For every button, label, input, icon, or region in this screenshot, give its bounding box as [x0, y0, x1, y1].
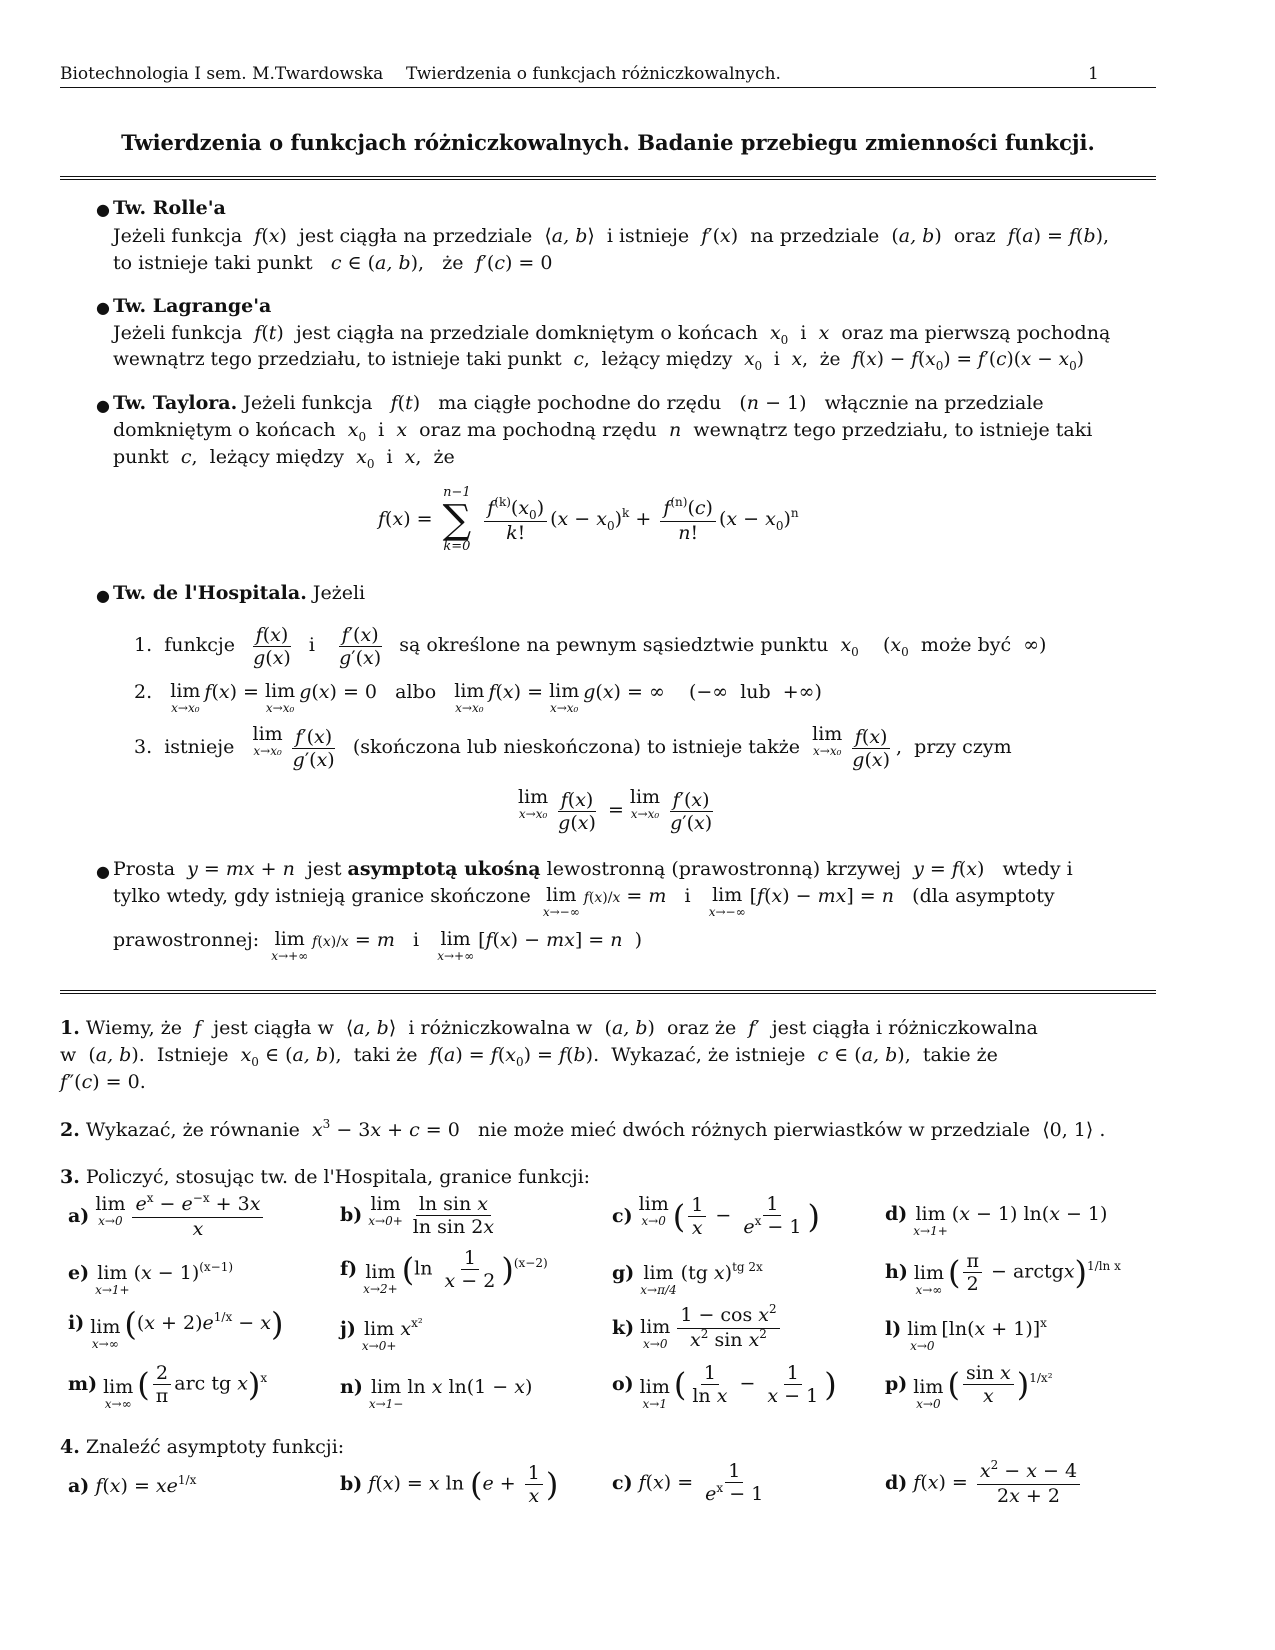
limit-d: d) lim x→1+ (x − 1) ln(x − 1): [885, 1203, 1108, 1238]
hospital-item-2: 2. lim x→x₀ f(x) = lim x→x₀ g(x) = 0 albo lim x→x₀ f(x) = lim x→x₀ g(x) = ∞ (−∞ lub +∞): [134, 680, 822, 715]
exercise-1-line-1: 1. Wiemy, że f jest ciągła w ⟨a, b⟩ i różniczkowalna w (a, b) oraz że f′ jest ciągła i różniczkowalna: [60, 1017, 1038, 1039]
hospital-formula: lim x→x₀ $\frac{f(x)}{g(x)}$ = lim x→x₀ $\frac{f'(x)}{g'(x)}$: [518, 786, 713, 834]
hospital-item-3: 3. istnieje lim x→x₀ $\frac{f'(x)}{g'(x)}$ (skończona lub nieskończona) to istnieje także lim x→x₀ $\frac{f(x)}{g(x)}$ , przy czym: [134, 723, 1012, 771]
taylor-line-3: punkt c, leżący między $x_0$ i x, że: [113, 446, 455, 471]
rolle-line-2: to istnieje taki punkt c ∈ (a, b), że f′(c) = 0: [113, 252, 553, 274]
taylor-formula: f(x) = n−1 ∑ k=0 $\frac{f^{(k)}(x_0)}{k!}$ $(x - x_0)^k$ + $\frac{f^{(n)}(c)}{n!}$ $(x - x_0)^n$: [378, 485, 799, 554]
exercise-2: 2. Wykazać, że równanie $x^3 - 3x + c = 0$ nie może mieć dwóch różnych pierwiastków w przedziale ⟨0, 1⟩ .: [60, 1117, 1106, 1141]
limit-o: o) lim x→1 ( $\frac{1}{\text{ln x}}$ − $\frac{1}{x - 1}$ ): [612, 1362, 837, 1411]
limit-f: f) lim x→2+ (ln $\frac{1}{x - 2}$ )$^{(x-2)}$: [340, 1247, 548, 1296]
exercise-4-heading: 4. Znaleźć asymptoty funkcji:: [60, 1436, 345, 1458]
bullet: ●: [96, 586, 110, 605]
top-rule-1: [60, 176, 1156, 177]
exercise-1-line-3: f″(c) = 0.: [60, 1071, 146, 1093]
top-rule-2: [60, 179, 1156, 180]
limit-a: a) lim x→0 $\frac{e^x - e^{-x} + 3x}{x}$: [68, 1193, 266, 1240]
asymptote-a: a) $f(x) = xe^{1/x}$: [68, 1473, 197, 1497]
lagrange-heading: Tw. Lagrange'a: [113, 295, 272, 317]
asymptote-c: c) f(x) = $\frac{1}{e^x - 1}$: [612, 1460, 764, 1505]
bullet: ●: [96, 298, 110, 317]
page-number: 1: [1088, 64, 1099, 84]
limit-c: c) lim x→0 ( $\frac{1}{x}$ − $\frac{1}{e^x - 1}$ ): [612, 1193, 820, 1239]
bullet: ●: [96, 862, 110, 881]
limit-e: e) lim x→1+ $(x - 1)^{(x-1)}$: [68, 1260, 234, 1297]
header-left: Biotechnologia I sem. M.Twardowska: [60, 64, 384, 84]
limit-i: i) lim x→∞ $((x + 2)e^{1/x} - x)$: [68, 1305, 284, 1351]
header-rule: [60, 87, 1156, 88]
exercise-3-heading: 3. Policzyć, stosując tw. de l'Hospitala, granice funkcji:: [60, 1166, 591, 1188]
asymptote-line-1: Prosta y = mx + n jest asymptotą ukośną lewostronną (prawostronną) krzywej y = f(x) wtedy i: [113, 858, 1073, 880]
asymptote-line-2: tylko wtedy, gdy istnieją granice skończone lim x→−∞ f(x)/x = m i lim x→−∞ [f(x) − mx] = n (dla asymptoty: [113, 884, 1055, 919]
limit-n: n) lim x→1− ln x ln(1 − x): [340, 1376, 533, 1411]
header-center: Twierdzenia o funkcjach różniczkowalnych.: [406, 64, 781, 84]
exercise-1-line-2: w (a, b). Istnieje $x_0$ ∈ (a, b), taki że $f(a) = f(x_0) = f(b)$. Wykazać, że istnieje c ∈ (a, b), takie że: [60, 1044, 998, 1069]
lagrange-line-1: Jeżeli funkcja f(t) jest ciągła na przedziale domkniętym o końcach $x_0$ i x oraz ma pierwszą pochodną: [113, 322, 1111, 347]
rolle-line-1: Jeżeli funkcja f(x) jest ciągła na przedziale ⟨a, b⟩ i istnieje f′(x) na przedziale (a, b) oraz f(a) = f(b),: [113, 225, 1110, 247]
limit-j: j) lim x→0+ $x^{x^2}$: [340, 1316, 423, 1353]
limit-k: k) lim x→0 $\frac{1 - \cos x^2}{x^2 \sin x^2}$: [612, 1304, 783, 1353]
taylor-line-2: domkniętym o końcach $x_0$ i x oraz ma pochodną rzędu n wewnątrz tego przedziału, to istnieje taki: [113, 419, 1093, 444]
limit-l: l) lim x→0 $[\ln(x + 1)]^x$: [885, 1316, 1047, 1353]
hospital-heading: Tw. de l'Hospitala. Jeżeli: [113, 582, 366, 604]
limit-g: g) lim x→π/4 (tg x)$^{tg 2x}$: [612, 1260, 763, 1297]
asymptote-d: d) f(x) = $\frac{x^2 - x - 4}{2x + 2}$: [885, 1460, 1083, 1507]
limit-p: p) lim x→0 ( $\frac{\text{sin x}}{x}$ )$^{1/x^2}$: [885, 1362, 1053, 1411]
limit-m: m) lim x→∞ ( $\frac{2}{\pi}$ arc tg x)$^x$: [68, 1362, 268, 1411]
mid-rule-1: [60, 990, 1156, 991]
asymptote-b: b) f(x) = x ln (e + $\frac{1}{x}$ ): [340, 1462, 559, 1507]
page-title: Twierdzenia o funkcjach różniczkowalnych. Badanie przebiegu zmienności funkcji.: [121, 130, 1095, 155]
bullet: ●: [96, 396, 110, 415]
asymptote-line-3: prawostronnej: lim x→+∞ f(x)/x = m i lim x→+∞ [f(x) − mx] = n ): [113, 928, 642, 963]
hospital-item-1: 1. funkcje $\frac{f(x)}{g(x)}$ i $\frac{f'(x)}{g'(x)}$ są określone na pewnym sąsiedztwie punktu $x_0$ ($x_0$ może być ∞): [134, 623, 1047, 669]
taylor-line-1: Tw. Taylora. Jeżeli funkcja f(t) ma ciągłe pochodne do rzędu (n − 1) włącznie na przedziale: [113, 392, 1044, 414]
bullet: ●: [96, 200, 110, 219]
limit-h: h) lim x→∞ ( $\frac{\pi}{2}$ − arctgx)$^{1/ln x}$: [885, 1250, 1121, 1297]
mid-rule-2: [60, 993, 1156, 994]
rolle-heading: Tw. Rolle'a: [113, 197, 226, 219]
limit-b: b) lim x→0+ $\frac{\text{ln sin x}}{\text{ln sin 2x}}$: [340, 1193, 495, 1238]
lagrange-line-2: wewnątrz tego przedziału, to istnieje taki punkt c, leżący między $x_0$ i x, że $f(x) - f(x_0) = f'(c)(x - x_0)$: [113, 349, 1084, 373]
